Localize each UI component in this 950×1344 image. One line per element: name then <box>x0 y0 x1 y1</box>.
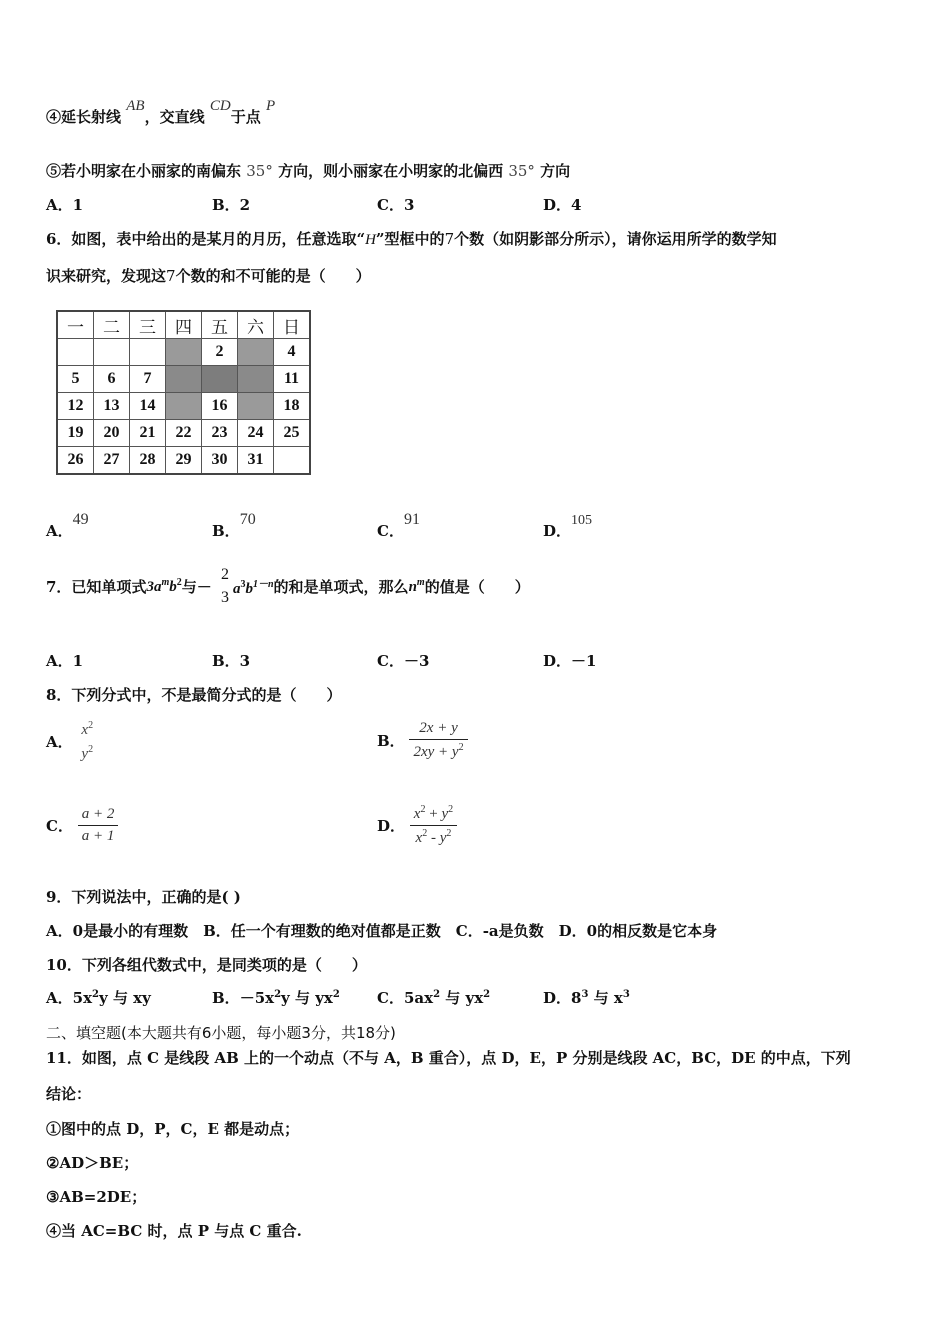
calendar-cell <box>57 339 94 366</box>
q10-option-b <box>212 987 340 1008</box>
calendar-row <box>57 393 310 420</box>
calendar-row <box>57 420 310 447</box>
q8-option-c-label: C． <box>46 817 73 835</box>
calendar-cell: 18 <box>274 393 311 420</box>
q8-d-den-a: x <box>415 830 423 846</box>
q8-option-b <box>377 720 468 761</box>
q6-h-letter: H <box>365 232 376 248</box>
calendar-row <box>57 339 310 366</box>
calendar-cell: 28 <box>130 447 166 475</box>
q5-item5 <box>46 160 570 181</box>
q5-item4 <box>46 98 276 127</box>
q7-exp-m: m <box>161 577 170 588</box>
calendar-cell: 22 <box>166 420 202 447</box>
q8-b-num: 2x + y <box>409 720 467 740</box>
q5-item5-deg2: 35° <box>508 162 535 180</box>
calendar-cell <box>130 339 166 366</box>
calendar-cell: 13 <box>94 393 130 420</box>
calendar-cell-shaded <box>238 393 274 420</box>
calendar-cell-shaded <box>238 366 274 393</box>
q10-b-pre: －5x <box>239 989 275 1007</box>
q8-option-c-fraction <box>78 806 119 845</box>
q8-option-a <box>46 720 97 763</box>
calendar-cell: 31 <box>238 447 274 475</box>
q6-option-b-label: B． <box>212 522 240 540</box>
calendar-cell: 20 <box>94 420 130 447</box>
q7-fraction <box>217 566 233 607</box>
q6-stem-line2 <box>46 265 371 286</box>
q10-c-exp2: 2 <box>483 989 491 1000</box>
q5-item4-cd: CD <box>209 98 231 114</box>
calendar-cell: 23 <box>202 420 238 447</box>
q5-item4-text3: 于点 <box>230 108 261 126</box>
q6-option-c <box>377 511 420 541</box>
q5-option-a: A．1 <box>46 196 84 214</box>
calendar-cell: 6 <box>94 366 130 393</box>
q5-item5-deg1: 35° <box>246 162 273 180</box>
q7-with: 与－ <box>181 578 212 596</box>
q8-option-a-fraction <box>77 720 97 763</box>
q6-line2-a: 识来研究，发现这 <box>46 267 167 285</box>
q6-seven-2: 7 <box>166 267 176 285</box>
q7-n-exp: m <box>416 577 425 588</box>
q7-b2: b <box>245 581 253 597</box>
q7-frac-num: 2 <box>217 566 233 587</box>
q10-option-c <box>377 987 490 1008</box>
q8-option-d-fraction <box>410 804 457 847</box>
q8-c-den: a + 1 <box>81 828 115 844</box>
q8-d-num-op: + <box>425 806 442 822</box>
q6-option-b <box>212 511 256 541</box>
calendar-header: 一 <box>57 311 94 339</box>
q7-exp-1n: 1－n <box>252 579 274 590</box>
q8-d-num-b: y <box>441 806 449 822</box>
q10-b-label: B． <box>212 989 240 1007</box>
q8-d-den-a-exp: 2 <box>422 828 428 839</box>
q7-mid: 的和是单项式，那么 <box>273 578 409 596</box>
calendar-cell: 24 <box>238 420 274 447</box>
q7-b1: b <box>169 579 177 595</box>
q11-stem-line2: 结论： <box>46 1085 92 1103</box>
q8-a-den: y <box>81 746 89 762</box>
q11-conclusion-4: ④当 AC=BC 时，点 P 与点 C 重合. <box>46 1222 302 1240</box>
calendar-header: 六 <box>238 311 274 339</box>
q10-d-label: D． <box>543 989 572 1007</box>
q5-option-b: B．2 <box>212 196 251 214</box>
q6-option-d-value: 105 <box>571 513 593 528</box>
q6-stem-line1 <box>46 228 777 249</box>
q6-option-d <box>543 513 593 541</box>
calendar-cell: 7 <box>130 366 166 393</box>
calendar-cell: 21 <box>130 420 166 447</box>
calendar-cell: 27 <box>94 447 130 475</box>
q6-line1-c: 个数（如阴影部分所示），请你运用所学的数学知 <box>454 230 777 248</box>
q10-d-pre: 8 <box>571 989 582 1007</box>
q8-option-c <box>46 806 118 845</box>
q6-option-a-value: 49 <box>72 511 89 528</box>
q10-d-exp2: 3 <box>622 989 630 1000</box>
q7-term2: a <box>232 581 241 597</box>
q8-a-num-exp: 2 <box>88 720 94 731</box>
calendar-cell-shaded <box>166 339 202 366</box>
calendar-cell-shaded <box>166 393 202 420</box>
q8-d-num-a-exp: 2 <box>420 804 426 815</box>
q8-option-b-label: B． <box>377 732 405 750</box>
calendar-row <box>57 447 310 475</box>
q6-seven: 7 <box>444 230 455 248</box>
calendar-header: 二 <box>94 311 130 339</box>
q10-b-exp1: 2 <box>274 989 282 1000</box>
q7-frac-den: 3 <box>220 589 229 606</box>
q11-conclusion-1: ①图中的点 D，P，C，E 都是动点； <box>46 1120 300 1138</box>
q7-prefix: 7．已知单项式 <box>46 578 147 596</box>
q11-conclusion-2: ②AD＞BE； <box>46 1154 139 1172</box>
q8-option-a-label: A． <box>46 733 73 751</box>
q7-option-d: D．－1 <box>543 652 597 670</box>
q5-item5-text3: 方向 <box>540 162 571 180</box>
q10-d-mid: 与 x <box>588 989 623 1007</box>
q6-option-d-label: D． <box>543 522 572 540</box>
q6-option-a-label: A． <box>46 522 73 540</box>
q7-exp-2: 2 <box>176 577 182 588</box>
q10-option-a <box>46 987 151 1008</box>
q7-suffix: 的值是（ ） <box>424 578 530 596</box>
q8-b-den-exp: 2 <box>458 742 464 753</box>
calendar-cell-shaded <box>166 366 202 393</box>
q8-d-num-a: x <box>413 806 421 822</box>
calendar-cell: 11 <box>274 366 311 393</box>
q6-line1-b: ”型框中的 <box>375 230 445 248</box>
q7-n: n <box>408 579 417 595</box>
q8-b-den: 2xy + y <box>413 744 459 760</box>
q6-option-c-value: 91 <box>403 511 420 528</box>
q8-c-num: a + 2 <box>78 806 119 826</box>
q5-option-c: C．3 <box>377 196 415 214</box>
calendar-header: 日 <box>274 311 311 339</box>
calendar-table <box>56 310 311 475</box>
q8-option-d-label: D． <box>377 817 406 835</box>
q5-item4-text2: ，交直线 <box>144 108 205 126</box>
calendar-cell <box>274 447 311 475</box>
q10-b-mid: y 与 yx <box>281 989 333 1007</box>
calendar-header: 五 <box>202 311 238 339</box>
calendar-cell: 26 <box>57 447 94 475</box>
q8-d-den-b: y <box>439 830 447 846</box>
q7-option-b: B．3 <box>212 652 251 670</box>
q8-option-d <box>377 804 457 847</box>
calendar-cell: 25 <box>274 420 311 447</box>
calendar-cell-shaded <box>202 366 238 393</box>
q5-item5-text1: 若小明家在小丽家的南偏东 <box>61 162 242 180</box>
q8-a-num: x <box>81 722 89 738</box>
q8-stem: 8．下列分式中，不是最简分式的是（ ） <box>46 686 342 704</box>
q7-term1: 3a <box>146 579 162 595</box>
q8-a-den-exp: 2 <box>88 744 94 755</box>
calendar-cell: 19 <box>57 420 94 447</box>
q7-option-a: A．1 <box>46 652 84 670</box>
q10-a-post: y 与 xy <box>99 989 151 1007</box>
q7-stem <box>46 566 530 607</box>
q5-item4-p: P <box>265 98 276 114</box>
q11-stem-line1: 11．如图，点 C 是线段 AB 上的一个动点（不与 A，B 重合），点 D，E，P 分别是线段 AC，BC，DE 的中点，下列 <box>46 1049 851 1067</box>
calendar-cell: 12 <box>57 393 94 420</box>
q10-stem: 10．下列各组代数式中，是同类项的是（ ） <box>46 956 367 974</box>
calendar-cell-shaded <box>238 339 274 366</box>
q11-conclusion-3: ③AB=2DE； <box>46 1188 147 1206</box>
q5-item5-text2: 方向，则小丽家在小明家的北偏西 <box>278 162 504 180</box>
q10-option-d <box>543 987 630 1008</box>
q10-c-mid: 与 yx <box>440 989 484 1007</box>
q6-option-c-label: C． <box>377 522 404 540</box>
calendar-header: 四 <box>166 311 202 339</box>
q8-option-b-fraction <box>409 720 467 761</box>
q10-c-pre: 5ax <box>403 989 434 1007</box>
q10-c-exp1: 2 <box>433 989 441 1000</box>
q5-item5-marker: ⑤ <box>46 162 62 180</box>
q5-option-d: D．4 <box>543 196 582 214</box>
q9-stem: 9．下列说法中，正确的是( ) <box>46 888 241 906</box>
calendar-row <box>57 366 310 393</box>
section-title: 二、填空题(本大题共有6小题，每小题3分，共18分) <box>46 1024 396 1042</box>
q10-c-label: C． <box>377 989 404 1007</box>
calendar-cell <box>94 339 130 366</box>
calendar-cell: 14 <box>130 393 166 420</box>
q6-line1-a: 6．如图，表中给出的是某月的月历，任意选取“ <box>46 230 366 248</box>
q10-a-exp: 2 <box>92 989 99 1000</box>
q9-options: A．0是最小的有理数 B．任一个有理数的绝对值都是正数 C．-a是负数 D．0的相反数是它本身 <box>46 922 718 940</box>
calendar-cell: 16 <box>202 393 238 420</box>
q10-b-exp2: 2 <box>332 989 340 1000</box>
q5-item4-marker: ④ <box>46 108 62 126</box>
calendar-cell: 29 <box>166 447 202 475</box>
calendar-cell: 5 <box>57 366 94 393</box>
q8-d-den-op: - <box>427 830 440 846</box>
q7-option-c: C．－3 <box>377 652 430 670</box>
q5-item4-text1: 延长射线 <box>61 108 122 126</box>
q10-d-exp1: 3 <box>581 989 589 1000</box>
q6-line2-b: 个数的和不可能的是（ ） <box>175 267 371 285</box>
q8-d-den-b-exp: 2 <box>446 828 452 839</box>
calendar-cell: 4 <box>274 339 311 366</box>
calendar-header-row <box>57 311 310 339</box>
q5-item4-ab: AB <box>126 98 145 114</box>
q10-a-pre: 5x <box>72 989 93 1007</box>
calendar-cell: 30 <box>202 447 238 475</box>
calendar-header: 三 <box>130 311 166 339</box>
q8-d-num-b-exp: 2 <box>448 804 454 815</box>
calendar-cell: 2 <box>202 339 238 366</box>
q7-exp-3: 3 <box>240 579 246 590</box>
q10-a-label: A． <box>46 989 73 1007</box>
q6-option-b-value: 70 <box>239 511 256 528</box>
q6-option-a <box>46 511 89 541</box>
